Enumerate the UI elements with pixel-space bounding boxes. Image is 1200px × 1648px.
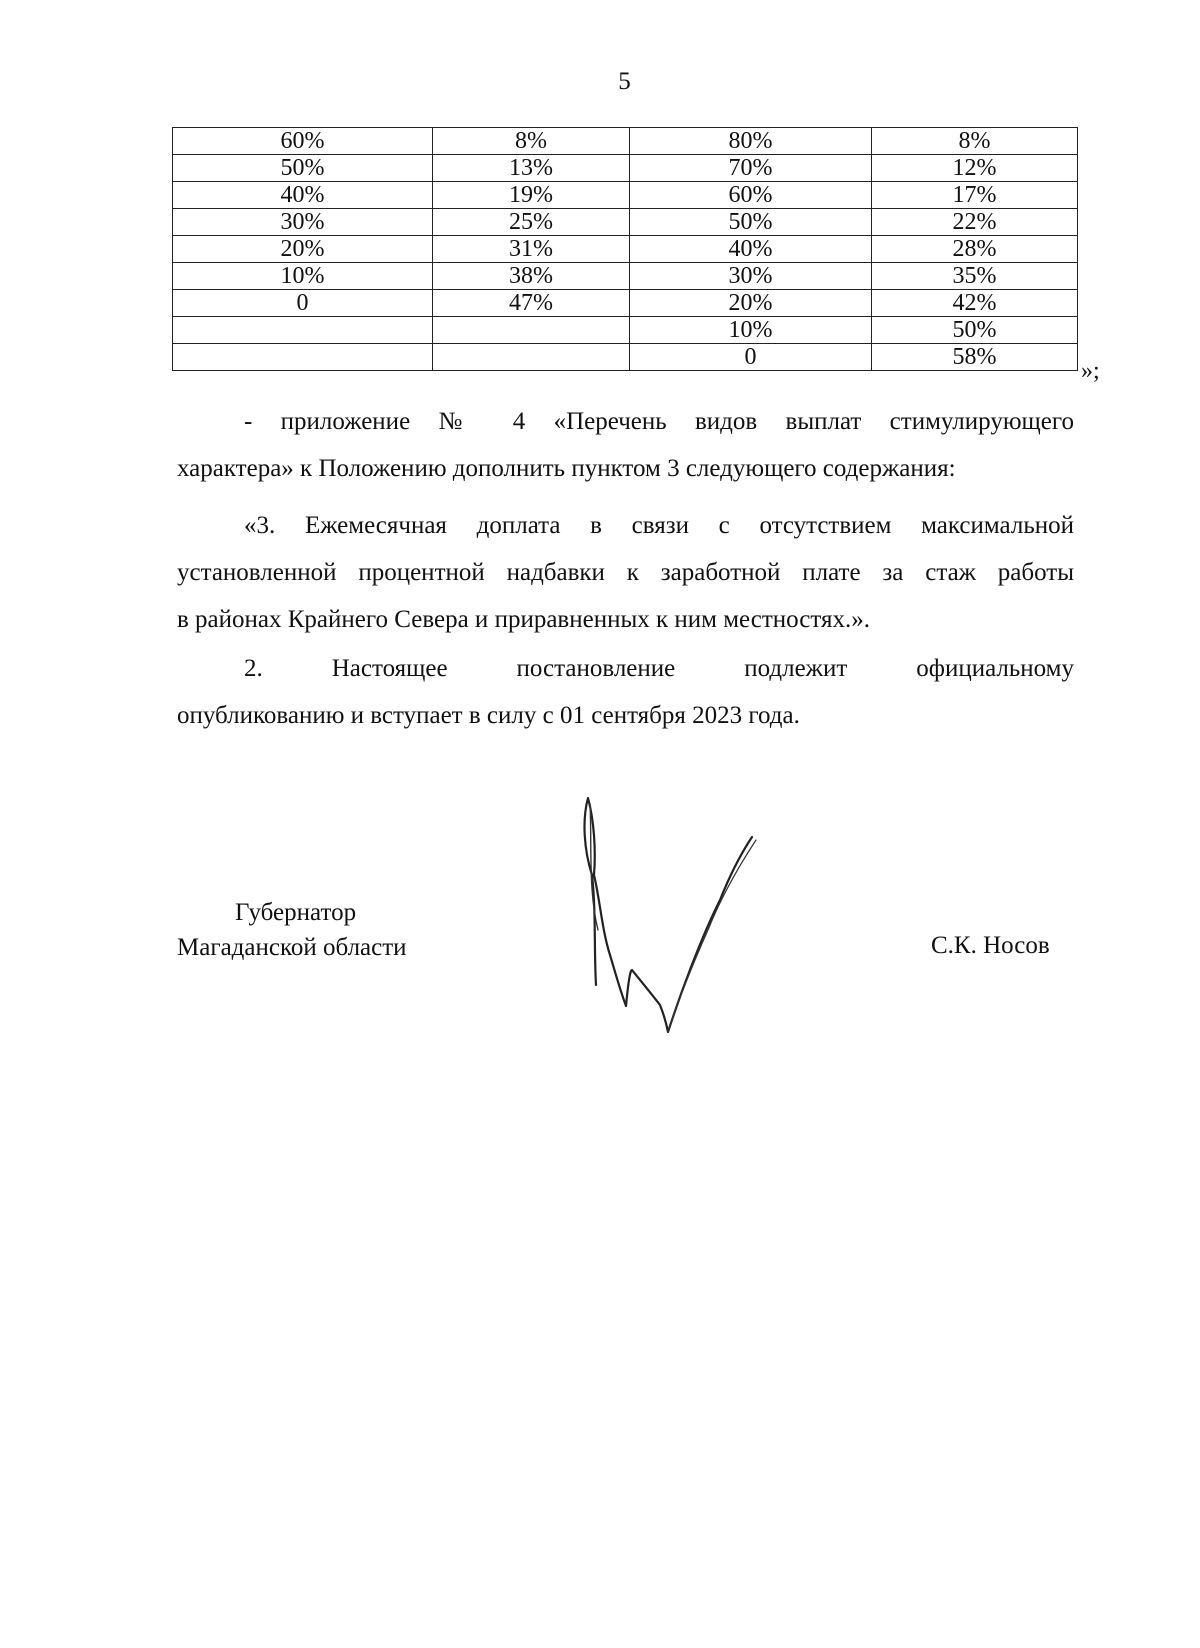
signatory-title-line: Губернатор <box>235 899 357 926</box>
paragraph-line: установленной процентной надбавки к заработной плате за стаж работы <box>177 559 1074 586</box>
appendix-paragraph <box>177 398 1074 492</box>
page-number: 5 <box>618 68 631 95</box>
table-cell: 40% <box>630 236 872 263</box>
paragraph-line: опубликованию и вступает в силу с 01 сентября 2023 года. <box>177 702 800 729</box>
table-cell: 80% <box>630 128 872 155</box>
table-cell: 50% <box>173 155 433 182</box>
table-cell: 31% <box>433 236 630 263</box>
paragraph-line: - приложение № 4 «Перечень видов выплат стимулирующего <box>244 408 1074 435</box>
paragraph-line: в районах Крайнего Севера и приравненных к ним местностях.». <box>177 606 870 633</box>
signatory-title <box>177 895 407 965</box>
table-row <box>173 317 1078 344</box>
table-cell <box>173 344 433 371</box>
clause2-paragraph <box>177 645 1074 739</box>
paragraph-line: 2. Настоящее постановление подлежит официальному <box>244 655 1074 682</box>
table-cell: 25% <box>433 209 630 236</box>
table-cell: 28% <box>872 236 1078 263</box>
table-row <box>173 290 1078 317</box>
table-cell: 35% <box>872 263 1078 290</box>
rates-table-grid <box>172 127 1078 371</box>
table-cell: 10% <box>173 263 433 290</box>
table-cell: 30% <box>630 263 872 290</box>
table-cell: 12% <box>872 155 1078 182</box>
table-row <box>173 128 1078 155</box>
paragraph-line: «3. Ежемесячная доплата в связи с отсутствием максимальной <box>244 512 1074 539</box>
table-cell: 42% <box>872 290 1078 317</box>
table-cell: 60% <box>630 182 872 209</box>
table-cell <box>433 317 630 344</box>
signatory-name: С.К. Носов <box>931 932 1050 959</box>
table-cell: 20% <box>173 236 433 263</box>
table-cell: 47% <box>433 290 630 317</box>
table-cell <box>433 344 630 371</box>
paragraph-line: характера» к Положению дополнить пунктом 3 следующего содержания: <box>177 455 956 482</box>
rates-table <box>172 127 1078 371</box>
table-cell: 60% <box>173 128 433 155</box>
table-cell: 10% <box>630 317 872 344</box>
table-closing-quote: »; <box>1081 358 1100 384</box>
table-row <box>173 263 1078 290</box>
table-cell: 17% <box>872 182 1078 209</box>
table-cell: 0 <box>173 290 433 317</box>
table-cell: 8% <box>433 128 630 155</box>
table-cell: 50% <box>630 209 872 236</box>
table-cell: 50% <box>872 317 1078 344</box>
table-row <box>173 209 1078 236</box>
table-cell: 13% <box>433 155 630 182</box>
table-cell: 19% <box>433 182 630 209</box>
table-cell: 0 <box>630 344 872 371</box>
table-cell: 40% <box>173 182 433 209</box>
table-cell: 8% <box>872 128 1078 155</box>
handwritten-signature <box>580 780 800 1040</box>
table-cell: 58% <box>872 344 1078 371</box>
table-cell: 20% <box>630 290 872 317</box>
table-row <box>173 344 1078 371</box>
table-row <box>173 182 1078 209</box>
table-cell: 38% <box>433 263 630 290</box>
table-row <box>173 236 1078 263</box>
table-row <box>173 155 1078 182</box>
table-cell: 30% <box>173 209 433 236</box>
table-cell: 70% <box>630 155 872 182</box>
item3-paragraph <box>177 502 1074 643</box>
signatory-title-line: Магаданской области <box>177 934 407 961</box>
table-cell <box>173 317 433 344</box>
table-cell: 22% <box>872 209 1078 236</box>
